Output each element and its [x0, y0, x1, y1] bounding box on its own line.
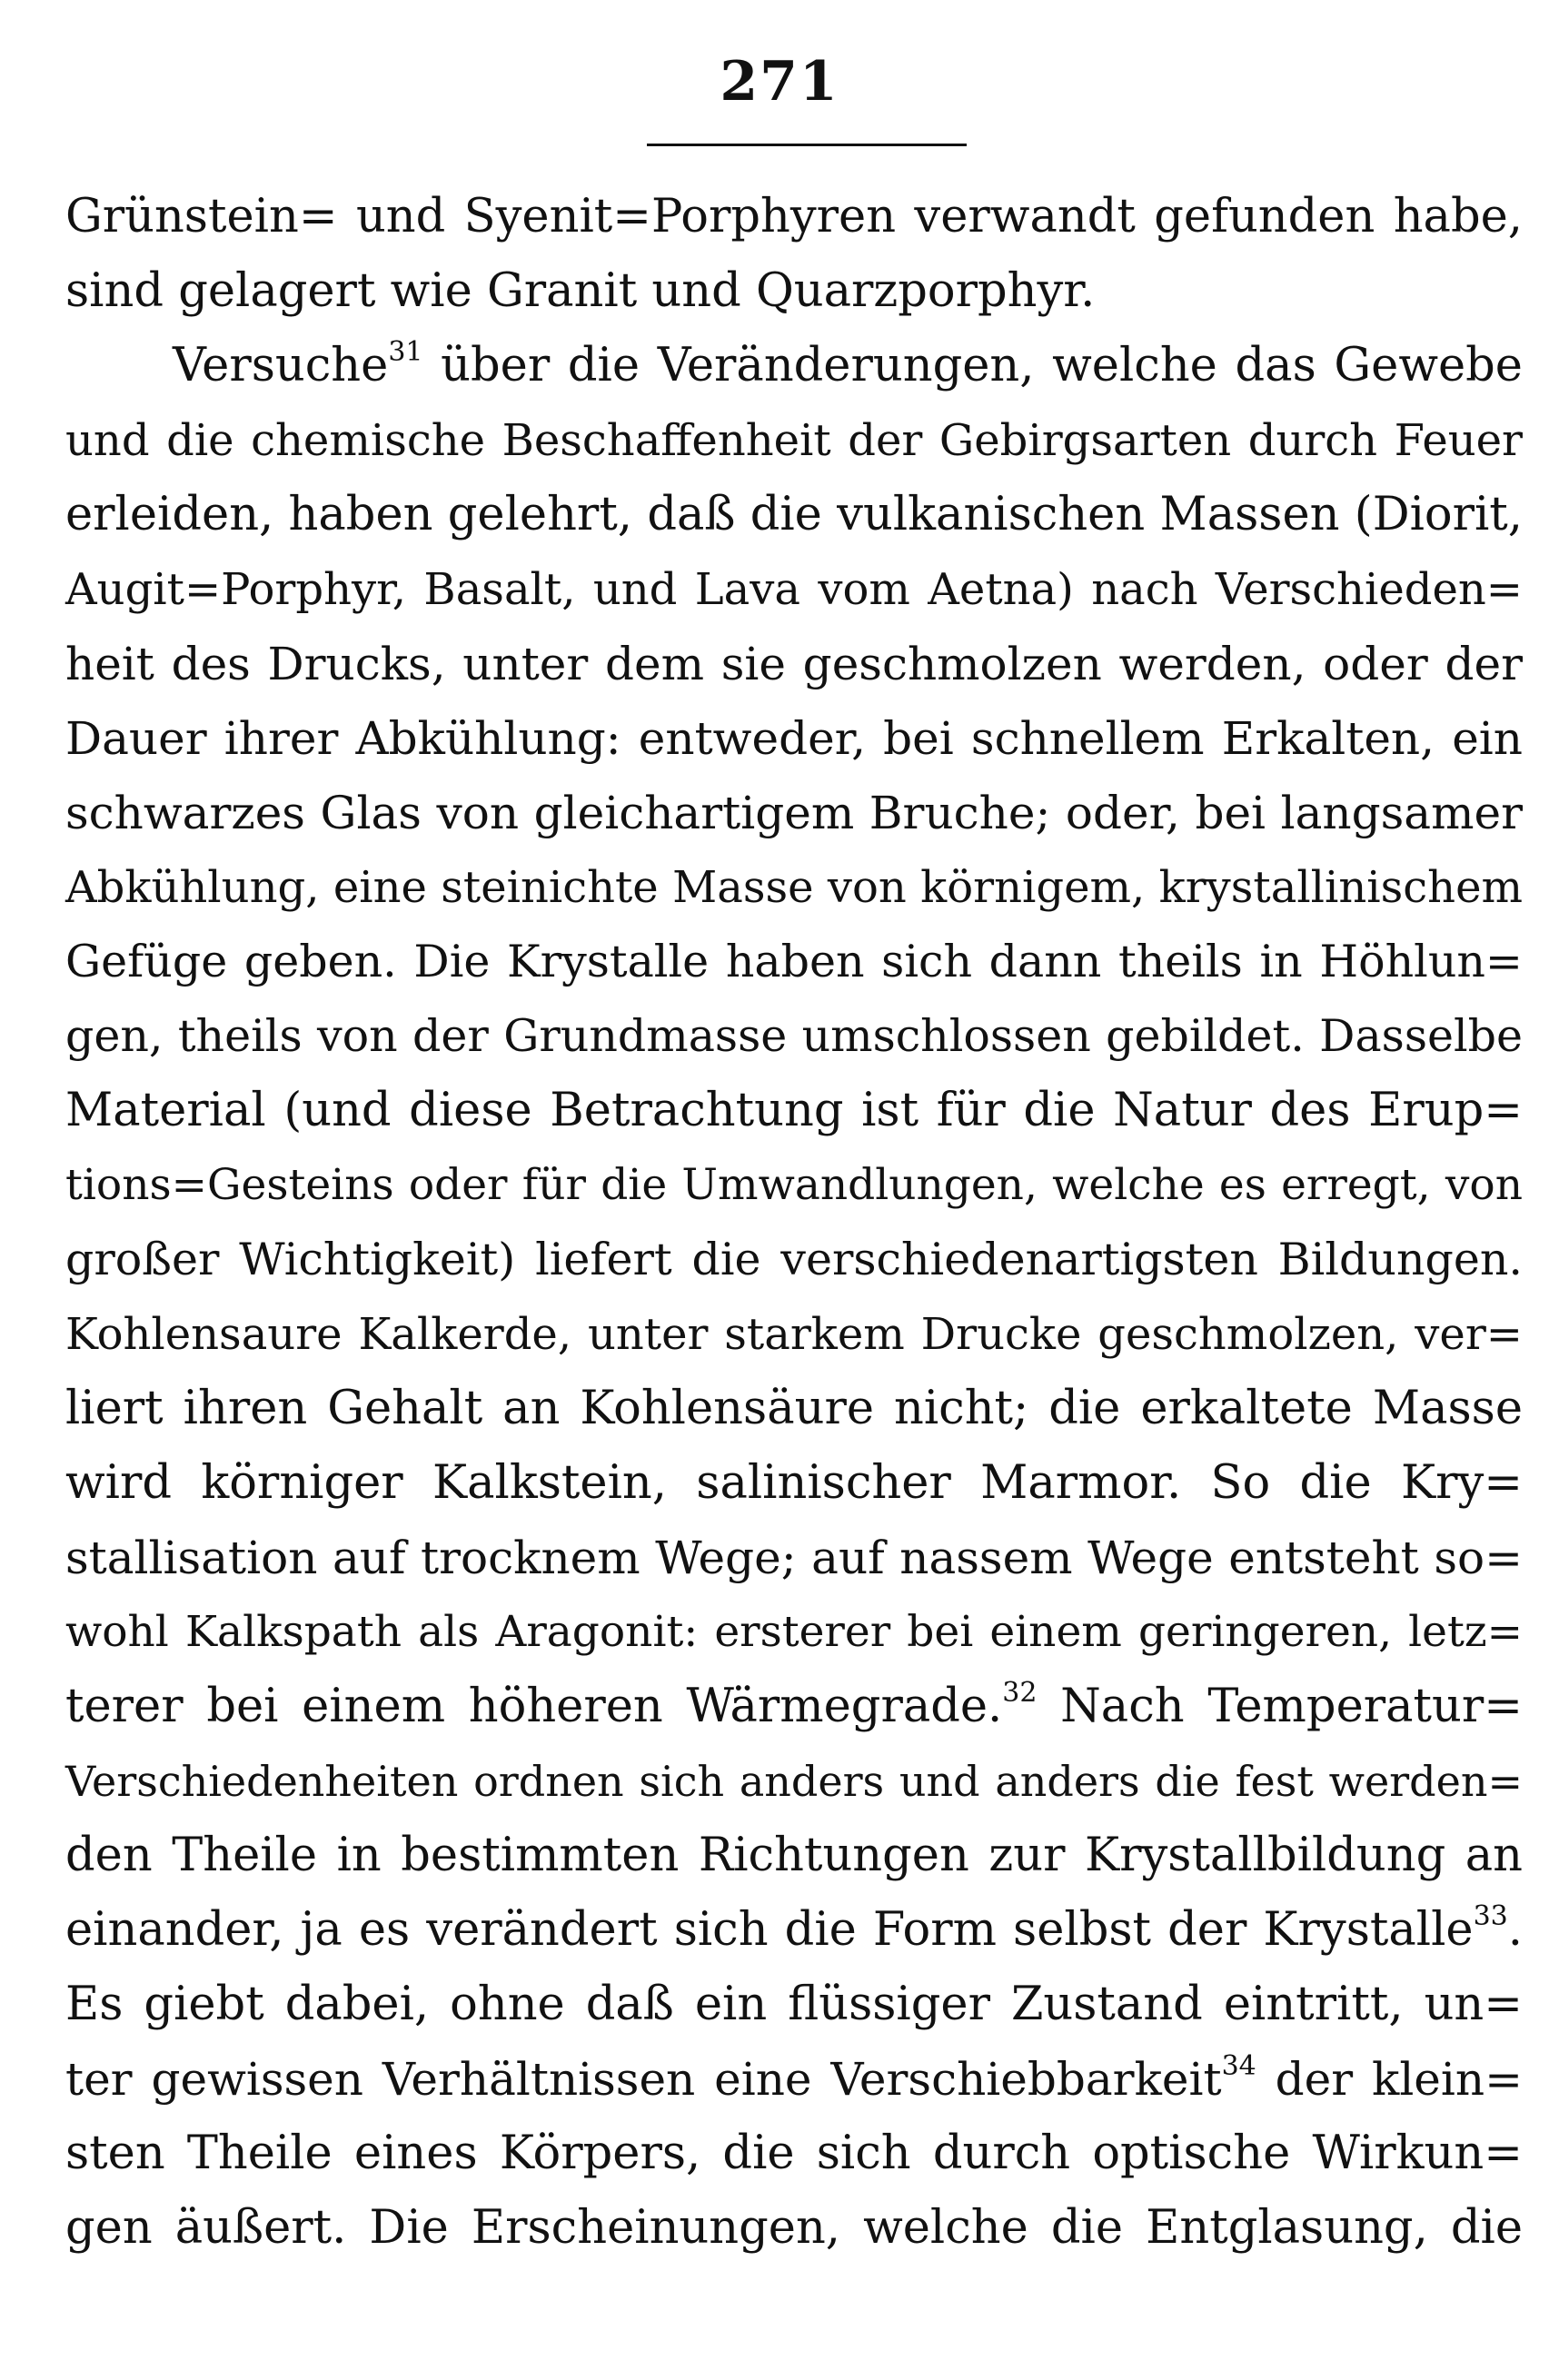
line-segment: über die Veränderungen, welche das Gewebe	[422, 339, 1523, 392]
text-line: Gefüge geben. Die Krystalle haben sich dann theils in Höhlun=	[65, 936, 1523, 987]
footnote-ref: 31	[388, 336, 423, 368]
text-line: Dauer ihrer Abkühlung: entweder, bei schnellem Erkalten, ein	[65, 712, 1523, 765]
line-segment: Nach Temperatur=	[1037, 1680, 1523, 1733]
text-line: wohl Kalkspath als Aragonit: ersterer bei einem geringeren, letz=	[65, 1607, 1523, 1657]
text-line: Verschiedenheiten ordnen sich anders und anders die fest werden=	[65, 1757, 1523, 1806]
text-line: sten Theile eines Körpers, die sich durch optische Wirkun=	[65, 2127, 1523, 2180]
line-segment: ter gewissen Verhältnissen eine Verschiebbarkeit	[65, 2053, 1222, 2106]
text-line: tions=Gesteins oder für die Umwandlungen, welche es erregt, von	[65, 1160, 1523, 1210]
footnote-ref: 34	[1221, 2050, 1256, 2082]
footnote-ref: 33	[1473, 1900, 1508, 1932]
text-line: gen äußert. Die Erscheinungen, welche die Entglasung, die	[65, 2201, 1523, 2255]
text-line: schwarzes Glas von gleichartigem Bruche; oder, bei langsamer	[65, 787, 1523, 839]
text-line: Material (und diese Betrachtung ist für die Natur des Erup=	[65, 1084, 1523, 1137]
text-line	[65, 1893, 1523, 1968]
line-segment: Versuche	[173, 339, 389, 392]
text-line: den Theile in bestimmten Richtungen zur Krystallbildung an	[65, 1829, 1523, 1882]
text-line: gen, theils von der Grundmasse umschlossen gebildet. Dasselbe	[65, 1010, 1523, 1062]
text-line	[65, 1670, 1523, 1744]
text-line: liert ihren Gehalt an Kohlensäure nicht; die erkaltete Masse	[65, 1382, 1523, 1435]
text-line: heit des Drucks, unter dem sie geschmolzen werden, oder der	[65, 638, 1523, 690]
text-line: wird körniger Kalkstein, salinischer Marmor. So die Kry=	[65, 1456, 1523, 1510]
text-line: stallisation auf trocknem Wege; auf nassem Wege entsteht so=	[65, 1532, 1523, 1584]
text-line: Es giebt dabei, ohne daß ein flüssiger Zustand eintritt, un=	[65, 1978, 1523, 2031]
text-line: sind gelagert wie Granit und Quarzporphyr.	[65, 264, 1096, 318]
text-line: großer Wichtigkeit) liefert die verschiedenartigsten Bildungen.	[65, 1234, 1523, 1285]
text-line: Kohlensaure Kalkerde, unter starkem Drucke geschmolzen, ver=	[65, 1309, 1523, 1360]
footnote-ref: 32	[1002, 1677, 1038, 1709]
text-line: Grünstein= und Syenit=Porphyren verwandt gefunden habe,	[65, 190, 1523, 243]
text-line: Abkühlung, eine steinichte Masse von körnigem, krystallinischem	[65, 862, 1523, 913]
body-text	[65, 180, 1523, 2266]
line-segment: der klein=	[1256, 2053, 1523, 2106]
line-segment: einander, ja es verändert sich die Form selbst der Krystalle	[65, 1903, 1474, 1957]
text-line: erleiden, haben gelehrt, daß die vulkanischen Massen (Diorit,	[65, 488, 1523, 541]
line-segment: .	[1507, 1903, 1523, 1957]
header-rule	[647, 144, 967, 146]
text-line	[65, 329, 1523, 403]
text-line: und die chemische Beschaffenheit der Gebirgsarten durch Feuer	[65, 415, 1523, 466]
line-segment: terer bei einem höheren Wärmegrade.	[65, 1680, 1003, 1733]
text-line	[65, 2042, 1523, 2117]
page-number: 271	[720, 50, 839, 114]
text-line: Augit=Porphyr, Basalt, und Lava vom Aetna) nach Verschieden=	[65, 564, 1523, 615]
